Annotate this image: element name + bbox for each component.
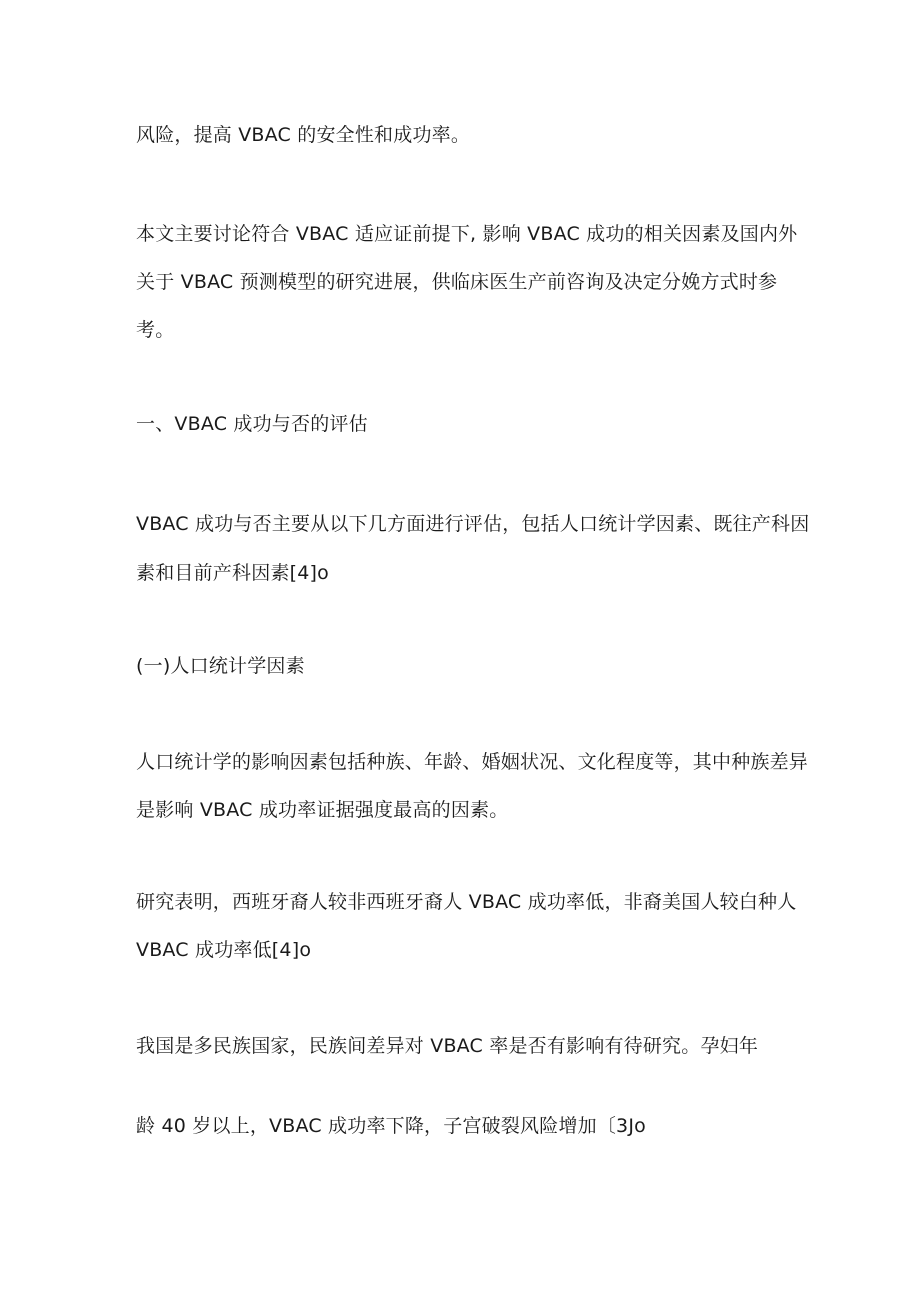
subsection-heading: (一)人口统计学因素	[136, 655, 305, 677]
text-line: 风险，提高 VBAC 的安全性和成功率。	[136, 124, 471, 146]
text-line: 人口统计学的影响因素包括种族、年龄、婚姻状况、文化程度等，其中种族差异	[136, 751, 809, 773]
text-line: VBAC 成功与否主要从以下几方面进行评估，包括人口统计学因素、既往产科因	[136, 513, 810, 535]
text-line: 考。	[136, 319, 175, 341]
text-line: 研究表明，西班牙裔人较非西班牙裔人 VBAC 成功率低，非裔美国人较白种人	[136, 891, 797, 913]
text-line: 我国是多民族国家，民族间差异对 VBAC 率是否有影响有待研究。孕妇年	[136, 1035, 759, 1057]
text-line: 是影响 VBAC 成功率证据强度最高的因素。	[136, 799, 509, 821]
text-line: 关于 VBAC 预测模型的研究进展，供临床医生产前咨询及决定分娩方式时参	[136, 271, 778, 293]
text-line: VBAC 成功率低[4]o	[136, 939, 312, 961]
section-heading: 一、VBAC 成功与否的评估	[136, 413, 368, 435]
text-line: 素和目前产科因素[4]o	[136, 562, 329, 584]
text-line: 本文主要讨论符合 VBAC 适应证前提下, 影响 VBAC 成功的相关因素及国内外	[136, 223, 798, 245]
text-line: 龄 40 岁以上，VBAC 成功率下降，子宫破裂风险增加〔3Jo	[136, 1115, 646, 1137]
